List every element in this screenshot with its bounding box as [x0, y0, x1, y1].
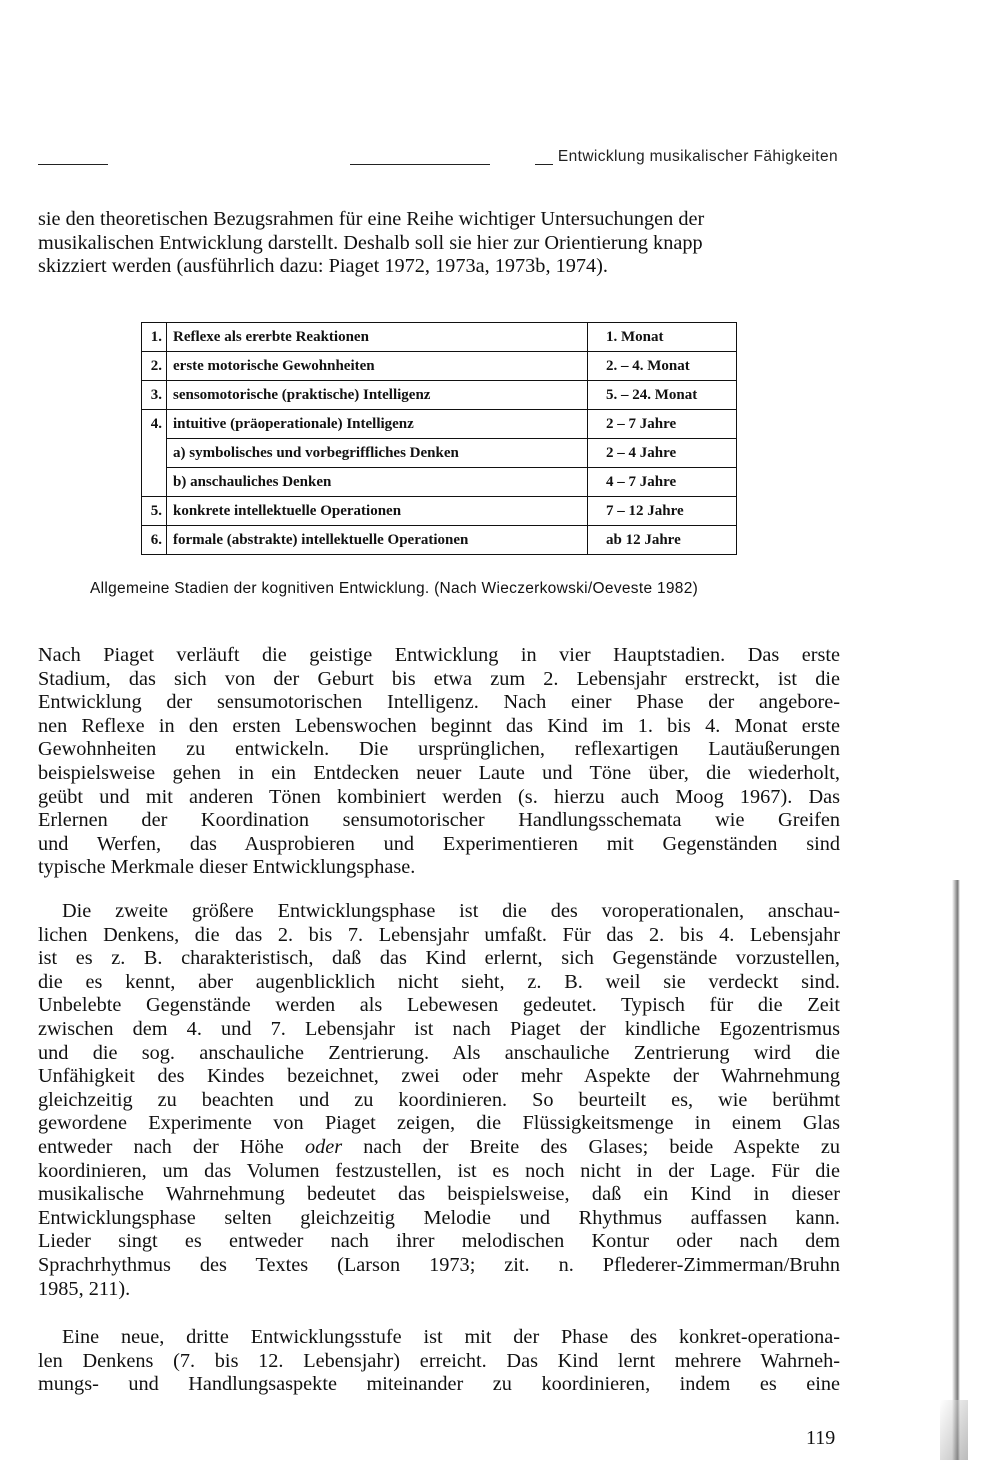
text-line: Erlernen der Koordination sensumotorischer Handlungsschemata wie Greifen — [38, 809, 840, 832]
text-line: gleichzeitig zu beachten und zu koordinieren. So beurteilt es, wie berühmt — [38, 1088, 840, 1111]
stage-age: ab 12 Jahre — [588, 526, 737, 555]
text-line: lichen Denkens, die das 2. bis 7. Lebensjahr umfaßt. Für das 2. bis 4. Lebensjahr — [38, 923, 840, 946]
intro-paragraph — [38, 208, 840, 279]
text-line: ist es z. B. charakteristisch, daß das Kind erlernt, sich Gegenstände vorzustellen, — [38, 947, 840, 970]
text-run: entweder nach der Höhe — [38, 1135, 305, 1158]
table-row — [142, 526, 737, 555]
table-row — [142, 323, 737, 352]
text-line — [38, 1136, 840, 1160]
text-line: nen Reflexe in den ersten Lebenswochen beginnt das Kind im 1. bis 4. Monat erste — [38, 714, 840, 737]
stage-label: konkrete intellektuelle Operationen — [167, 497, 588, 526]
text-line: mungs- und Handlungsaspekte miteinander zu koordinieren, indem es eine — [38, 1373, 840, 1396]
text-line: 1985, 211). — [38, 1277, 131, 1300]
stage-age: 2. – 4. Monat — [588, 352, 737, 381]
scan-edge-shadow — [940, 1400, 968, 1460]
stage-label: a) symbolisches und vorbegriffliches Denken — [167, 439, 588, 468]
table-row — [142, 381, 737, 410]
stage-label: intuitive (präoperationale) Intelligenz — [167, 410, 588, 439]
text-line: Lieder singt es entweder nach ihrer melodischen Kontur oder nach dem — [38, 1230, 840, 1253]
scan-edge-shadow — [952, 880, 960, 1460]
stage-number — [142, 468, 167, 497]
stage-age: 7 – 12 Jahre — [588, 497, 737, 526]
text-line: Eine neue, dritte Entwicklungsstufe ist mit der Phase des konkret-operationa- — [62, 1326, 840, 1348]
stage-label: formale (abstrakte) intellektuelle Operationen — [167, 526, 588, 555]
italic-word: oder — [304, 1135, 343, 1158]
stage-number: 2. — [142, 352, 167, 381]
text-line: und die sog. anschauliche Zentrierung. Als anschauliche Zentrierung wird die — [38, 1041, 840, 1064]
text-line: Unfähigkeit des Kindes bezeichnet, zwei oder mehr Aspekte der Wahrnehmung — [38, 1065, 840, 1088]
table-row — [142, 410, 737, 439]
text-line: die es kennt, aber augenblicklich nicht sieht, z. B. weil sie verdeckt sind. — [38, 970, 840, 993]
text-line: koordinieren, um das Volumen festzustellen, ist es noch nicht in der Lage. Für die — [38, 1159, 840, 1182]
text-line: Sprachrhythmus des Textes (Larson 1973; zit. n. Pflederer-Zimmerman/Bruhn — [38, 1253, 840, 1276]
table-row — [142, 439, 737, 468]
header-rule — [38, 164, 108, 165]
stage-number: 4. — [142, 410, 167, 439]
running-title: Entwicklung musikalischer Fähigkeiten — [557, 148, 838, 165]
text-line: zwischen dem 4. und 7. Lebensjahr ist nach Piaget der kindliche Egozentrismus — [38, 1017, 840, 1040]
body-paragraph-3 — [38, 1326, 840, 1397]
text-line: und Werfen, das Ausprobieren und Experimentieren mit Gegenständen sind — [38, 832, 840, 855]
text-line: Entwicklung der sensumotorischen Intelligenz. Nach einer Phase der angebore- — [38, 691, 840, 714]
stage-label: b) anschauliches Denken — [167, 468, 588, 497]
page-number: 119 — [806, 1427, 836, 1449]
stage-label: sensomotorische (praktische) Intelligenz — [167, 381, 588, 410]
text-line: beispielsweise gehen in ein Entdecken neuer Laute und Töne über, die wiederholt, — [38, 761, 840, 784]
stage-age: 2 – 7 Jahre — [588, 410, 737, 439]
stage-number: 6. — [142, 526, 167, 555]
stage-age: 4 – 7 Jahre — [588, 468, 737, 497]
header-rule — [350, 164, 490, 165]
text-line: skizziert werden (ausführlich dazu: Piaget 1972, 1973a, 1973b, 1974). — [38, 255, 608, 278]
text-line: geübt und mit anderen Tönen kombiniert werden (s. hierzu auch Moog 1967). Das — [38, 785, 840, 808]
stage-number: 1. — [142, 323, 167, 352]
header-rule — [535, 164, 553, 165]
text-line: Entwicklungsphase selten gleichzeitig Melodie und Rhythmus auffassen kann. — [38, 1206, 840, 1229]
text-line: Die zweite größere Entwicklungsphase ist die des voroperationalen, anschau- — [62, 900, 840, 922]
text-line: sie den theoretischen Bezugsrahmen für eine Reihe wichtiger Untersuchungen der — [38, 208, 705, 230]
stage-age: 5. – 24. Monat — [588, 381, 737, 410]
running-header — [38, 148, 838, 170]
stage-number: 3. — [142, 381, 167, 410]
text-line: musikalische Wahrnehmung bedeutet das beispielsweise, daß ein Kind in dieser — [38, 1183, 840, 1206]
text-line: len Denkens (7. bis 12. Lebensjahr) erreicht. Das Kind lernt mehrere Wahrneh- — [38, 1349, 840, 1372]
body-paragraph-1 — [38, 644, 840, 880]
text-line: gewordene Experimente von Piaget zeigen, die Flüssigkeitsmenge in einem Glas — [38, 1112, 840, 1135]
text-line: Unbelebte Gegenstände werden als Lebewesen gedeutet. Typisch für die Zeit — [38, 994, 840, 1017]
text-line: musikalischen Entwicklung darstellt. Deshalb soll sie hier zur Orientierung knapp — [38, 231, 703, 254]
text-run: nach der Breite des Glases; beide Aspekte zu — [342, 1135, 840, 1158]
stages-table — [141, 322, 737, 555]
text-line: Gewohnheiten zu entwickeln. Die ursprünglichen, reflexartigen Lautäußerungen — [38, 738, 840, 761]
table-row — [142, 352, 737, 381]
table-row — [142, 497, 737, 526]
stage-age: 1. Monat — [588, 323, 737, 352]
stage-label: Reflexe als ererbte Reaktionen — [167, 323, 588, 352]
body-paragraph-2 — [38, 900, 840, 1301]
stage-number: 5. — [142, 497, 167, 526]
table-row — [142, 468, 737, 497]
stage-number — [142, 439, 167, 468]
table-caption: Allgemeine Stadien der kognitiven Entwicklung. (Nach Wieczerkowski/Oeveste 1982) — [90, 580, 699, 597]
stage-label: erste motorische Gewohnheiten — [167, 352, 588, 381]
text-line: Stadium, das sich von der Geburt bis etwa zum 2. Lebensjahr erstreckt, ist die — [38, 667, 840, 690]
text-line: Nach Piaget verläuft die geistige Entwicklung in vier Hauptstadien. Das erste — [38, 644, 840, 666]
text-line: typische Merkmale dieser Entwicklungsphase. — [38, 856, 416, 879]
stage-age: 2 – 4 Jahre — [588, 439, 737, 468]
